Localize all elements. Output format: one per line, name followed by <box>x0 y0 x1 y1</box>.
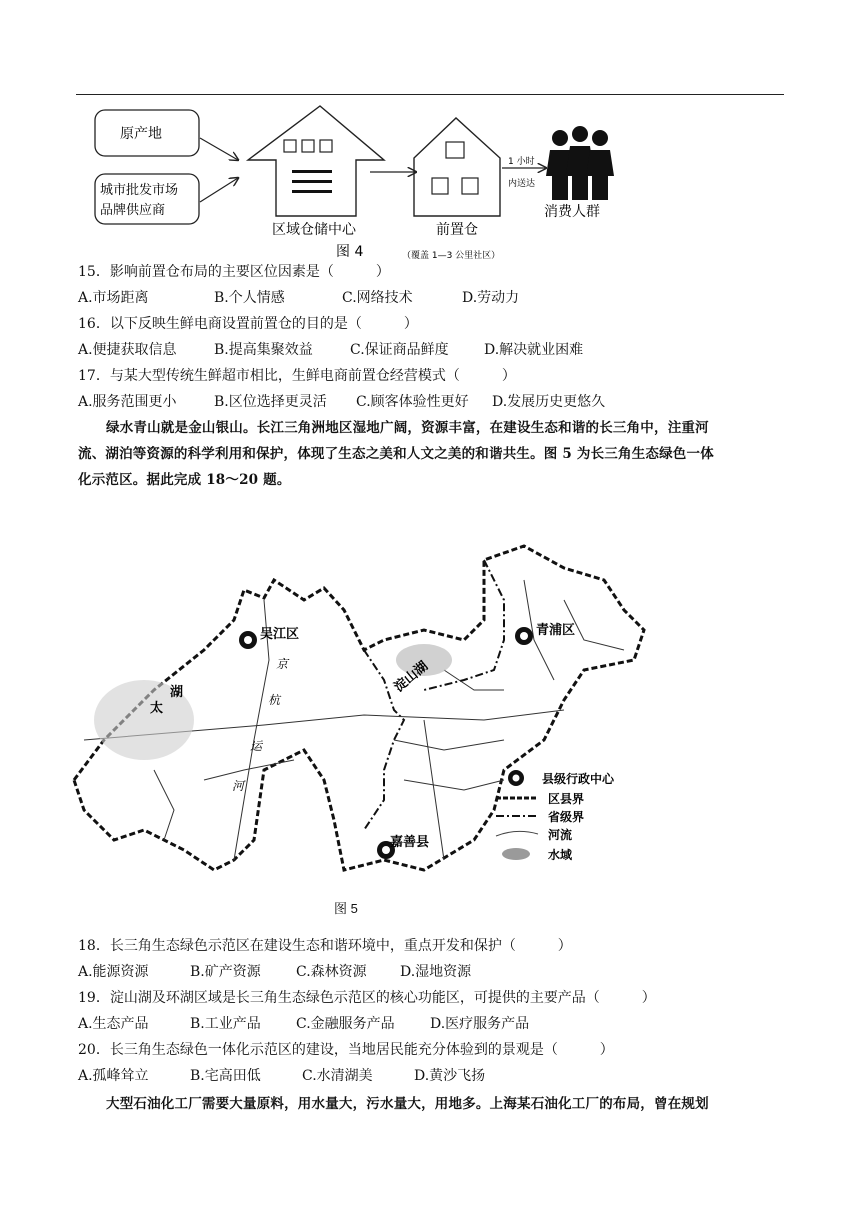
warehouse-label: 区域仓储中心 <box>272 222 356 238</box>
q17-options <box>78 392 605 412</box>
q19-stem: 19．淀山湖及环湖区域是长三角生态绿色示范区的核心功能区，可提供的主要产品（ ） <box>78 990 656 1006</box>
wujiang-label: 吴江区 <box>260 627 300 642</box>
q16-option-b[interactable]: B.提高集聚效益 <box>214 342 313 358</box>
figure-5-caption: 图 5 <box>334 901 358 916</box>
q20-option-c[interactable]: C.水清湖美 <box>302 1068 373 1084</box>
coverage-note: （覆盖 1—3 公里社区） <box>402 251 501 261</box>
q16-stem: 16．以下反映生鲜电商设置前置仓的目的是（ ） <box>78 316 418 332</box>
q18-stem: 18．长三角生态绿色示范区在建设生态和谐环境中，重点开发和保护（ ） <box>78 938 572 954</box>
map-legend <box>496 770 615 862</box>
front-warehouse-label: 前置仓 <box>436 222 478 238</box>
delivery-time-2: 内送达 <box>508 179 536 189</box>
q20-option-d[interactable]: D.黄沙飞扬 <box>414 1068 486 1084</box>
top-rule <box>76 94 784 95</box>
svg-text:县级行政中心: 县级行政中心 <box>542 772 615 786</box>
taihu-label-2: 湖 <box>170 685 184 700</box>
taihu-label-1: 太 <box>150 701 164 716</box>
figure-5-map <box>64 540 664 890</box>
wujiang-center-icon <box>239 631 257 649</box>
svg-text:省级界: 省级界 <box>548 810 585 824</box>
front-warehouse-icon <box>414 118 500 216</box>
q20-stem: 20．长三角生态绿色一体化示范区的建设，当地居民能充分体验到的景观是（ ） <box>78 1042 614 1058</box>
canal-label-1: 京 <box>276 657 289 671</box>
q18-option-c[interactable]: C.森林资源 <box>296 964 367 980</box>
passage1-line3: 化示范区。据此完成 18～20 题。 <box>78 472 291 488</box>
svg-text:区县界: 区县界 <box>548 792 585 806</box>
svg-text:河流: 河流 <box>548 828 573 842</box>
q17-option-d[interactable]: D.发展历史更悠久 <box>492 394 606 410</box>
q18-option-a[interactable]: A.能源资源 <box>78 964 149 980</box>
q15-option-a[interactable]: A.市场距离 <box>78 290 149 306</box>
q18-option-d[interactable]: D.湿地资源 <box>400 964 472 980</box>
qingpu-center-icon <box>515 627 533 645</box>
q17-option-b[interactable]: B.区位选择更灵活 <box>214 394 327 410</box>
canal-label-2: 杭 <box>268 693 281 707</box>
q20-options <box>78 1066 485 1086</box>
svg-text:水域: 水域 <box>548 848 573 862</box>
q19-option-c[interactable]: C.金融服务产品 <box>296 1016 395 1032</box>
q15-option-d[interactable]: D.劳动力 <box>462 290 520 306</box>
wholesale-label-1: 城市批发市场 <box>100 183 179 198</box>
q15-stem: 15．影响前置仓布局的主要区位因素是（ ） <box>78 264 390 280</box>
q17-option-c[interactable]: C.顾客体验性更好 <box>356 394 469 410</box>
q15-option-c[interactable]: C.网络技术 <box>342 290 413 306</box>
delivery-time-1: 1 小时 <box>508 157 535 167</box>
q16-options <box>78 340 583 360</box>
canal-label-4: 河 <box>232 779 245 793</box>
passage1-line2: 流、湖泊等资源的科学利用和保护，体现了生态之美和人文之美的和谐共生。图 5 为长三角生态绿色一体 <box>78 446 714 462</box>
origin-label: 原产地 <box>120 126 162 142</box>
q17-stem: 17．与某大型传统生鲜超市相比，生鲜电商前置仓经营模式（ ） <box>78 368 516 384</box>
q18-options <box>78 962 471 982</box>
q15-option-b[interactable]: B.个人情感 <box>214 290 285 306</box>
q19-options <box>78 1014 529 1034</box>
passage2-line1: 大型石油化工厂需要大量原料，用水量大，污水量大，用地多。上海某石油化工厂的布局，曾在规划 <box>106 1096 709 1112</box>
q16-option-a[interactable]: A.便捷获取信息 <box>78 342 177 358</box>
passage1-line1: 绿水青山就是金山银山。长江三角洲地区湿地广阔，资源丰富，在建设生态和谐的长三角中，注重河 <box>106 420 709 436</box>
q19-option-a[interactable]: A.生态产品 <box>78 1016 149 1032</box>
q15-options <box>78 288 519 308</box>
q19-option-d[interactable]: D.医疗服务产品 <box>430 1016 530 1032</box>
q19-option-b[interactable]: B.工业产品 <box>190 1016 261 1032</box>
consumers-icon <box>546 126 614 200</box>
q18-option-b[interactable]: B.矿产资源 <box>190 964 261 980</box>
consumers-label: 消费人群 <box>544 204 600 220</box>
qingpu-label: 青浦区 <box>536 623 576 638</box>
regional-warehouse-icon <box>248 106 384 216</box>
q16-option-c[interactable]: C.保证商品鲜度 <box>350 342 449 358</box>
wholesale-label-2: 品牌供应商 <box>100 203 166 218</box>
figure-4-diagram <box>80 100 720 270</box>
canal-label-3: 运 <box>250 739 263 753</box>
q20-option-a[interactable]: A.孤峰耸立 <box>78 1068 149 1084</box>
figure-4-caption: 图 4 <box>336 244 364 260</box>
dianshan-lake-label: 淀山湖 <box>391 658 432 696</box>
q20-option-b[interactable]: B.宅高田低 <box>190 1068 261 1084</box>
q16-option-d[interactable]: D.解决就业困难 <box>484 342 584 358</box>
jiashan-label: 嘉善县 <box>390 835 430 850</box>
q17-option-a[interactable]: A.服务范围更小 <box>78 394 177 410</box>
